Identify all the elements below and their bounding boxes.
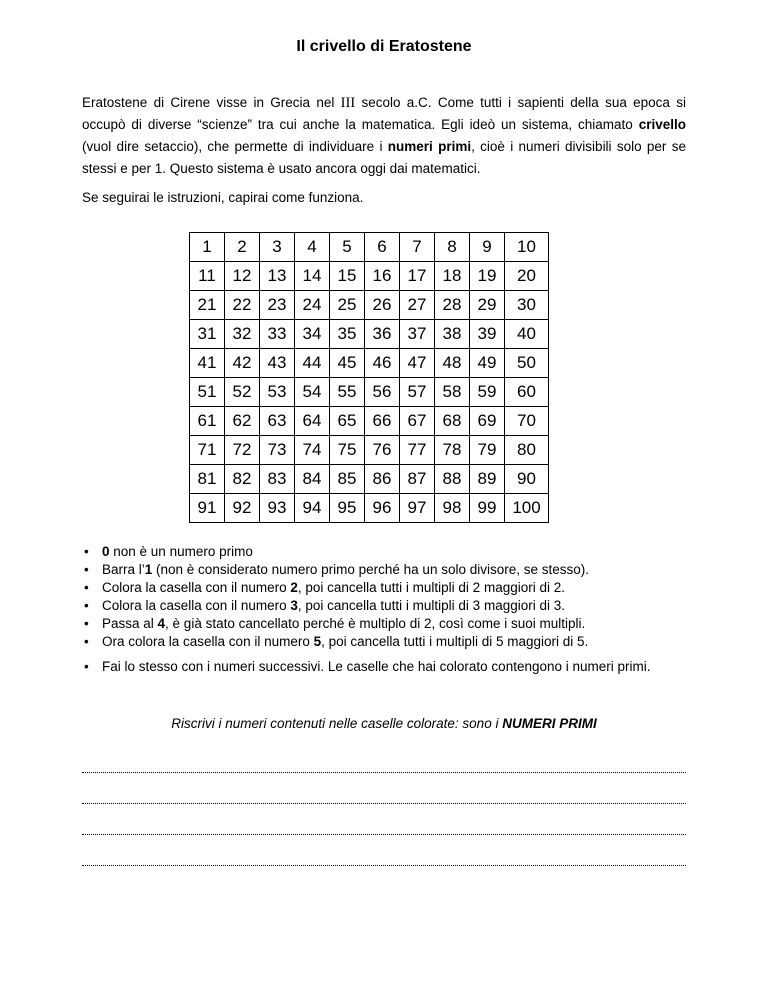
- grid-cell[interactable]: 5: [330, 233, 365, 262]
- rule-text: , poi cancella tutti i multipli di 3 maggiori di 3.: [297, 598, 565, 613]
- rule-text: (non è considerato numero primo perché ha un solo divisore, se stesso).: [152, 562, 590, 577]
- grid-cell[interactable]: 4: [295, 233, 330, 262]
- rule-text: Passa al: [102, 616, 158, 631]
- grid-cell[interactable]: 41: [190, 349, 225, 378]
- grid-cell[interactable]: 40: [505, 320, 549, 349]
- grid-cell[interactable]: 34: [295, 320, 330, 349]
- bullet-icon: •: [84, 562, 89, 577]
- rule-item: [82, 579, 722, 597]
- grid-cell[interactable]: 57: [400, 378, 435, 407]
- rule-number: 1: [144, 562, 153, 577]
- grid-cell[interactable]: 22: [225, 291, 260, 320]
- grid-cell[interactable]: 21: [190, 291, 225, 320]
- grid-cell[interactable]: 1: [190, 233, 225, 262]
- intro-text-4: , cioè i numeri divisibili solo per se stessi e per 1. Questo sistema è usato ancora oggi dai matematici.: [82, 139, 686, 176]
- rule-number: 2: [290, 580, 298, 595]
- grid-cell[interactable]: 94: [295, 494, 330, 523]
- grid-cell[interactable]: 29: [470, 291, 505, 320]
- grid-cell[interactable]: 100: [505, 494, 549, 523]
- grid-cell[interactable]: 10: [505, 233, 549, 262]
- grid-cell[interactable]: 62: [225, 407, 260, 436]
- grid-cell[interactable]: 43: [260, 349, 295, 378]
- grid-cell[interactable]: 87: [400, 465, 435, 494]
- grid-cell[interactable]: 73: [260, 436, 295, 465]
- rule-text: Ora colora la casella con il numero: [102, 634, 314, 649]
- grid-cell[interactable]: 24: [295, 291, 330, 320]
- answer-line-2[interactable]: [82, 803, 686, 804]
- bullet-icon: •: [84, 634, 89, 649]
- grid-cell[interactable]: 2: [225, 233, 260, 262]
- grid-cell[interactable]: 67: [400, 407, 435, 436]
- instruction-line: Se seguirai le istruzioni, capirai come funziona.: [82, 190, 364, 205]
- answer-line-4[interactable]: [82, 865, 686, 866]
- intro-paragraph: [82, 92, 686, 180]
- grid-cell[interactable]: 85: [330, 465, 365, 494]
- grid-cell[interactable]: 76: [365, 436, 400, 465]
- grid-cell[interactable]: 75: [330, 436, 365, 465]
- grid-cell[interactable]: 48: [435, 349, 470, 378]
- grid-cell[interactable]: 50: [505, 349, 549, 378]
- grid-cell[interactable]: 96: [365, 494, 400, 523]
- grid-row: [190, 436, 549, 465]
- rule-number: 4: [157, 616, 166, 631]
- rule-item: [82, 615, 722, 633]
- grid-cell[interactable]: 23: [260, 291, 295, 320]
- grid-cell[interactable]: 83: [260, 465, 295, 494]
- grid-cell[interactable]: 63: [260, 407, 295, 436]
- grid-cell[interactable]: 8: [435, 233, 470, 262]
- grid-cell[interactable]: 18: [435, 262, 470, 291]
- grid-cell[interactable]: 14: [295, 262, 330, 291]
- bullet-icon: •: [84, 544, 89, 559]
- rule-text: Fai lo stesso con i numeri successivi. Le caselle che hai colorato contengono i numeri primi.: [102, 659, 651, 674]
- rule-text: , poi cancella tutti i multipli di 2 maggiori di 2.: [297, 580, 565, 595]
- grid-cell[interactable]: 58: [435, 378, 470, 407]
- grid-cell[interactable]: 89: [470, 465, 505, 494]
- grid-cell[interactable]: 79: [470, 436, 505, 465]
- grid-row: [190, 378, 549, 407]
- rule-number: 5: [313, 634, 322, 649]
- grid-cell[interactable]: 6: [365, 233, 400, 262]
- bullet-icon: •: [84, 616, 89, 631]
- grid-cell[interactable]: 9: [470, 233, 505, 262]
- intro-bold-numeri-primi: numeri primi: [387, 139, 472, 154]
- grid-cell[interactable]: 98: [435, 494, 470, 523]
- grid-cell[interactable]: 3: [260, 233, 295, 262]
- grid-cell[interactable]: 16: [365, 262, 400, 291]
- rule-text: , poi cancella tutti i multipli di 5 maggiori di 5.: [321, 634, 589, 649]
- grid-cell[interactable]: 70: [505, 407, 549, 436]
- intro-text-1: Eratostene di Cirene visse in Grecia nel: [82, 95, 341, 110]
- grid-row: [190, 349, 549, 378]
- grid-cell[interactable]: 78: [435, 436, 470, 465]
- rule-item: [82, 658, 722, 676]
- grid-cell[interactable]: 36: [365, 320, 400, 349]
- grid-cell[interactable]: 93: [260, 494, 295, 523]
- grid-cell[interactable]: 33: [260, 320, 295, 349]
- grid-cell[interactable]: 30: [505, 291, 549, 320]
- grid-cell[interactable]: 54: [295, 378, 330, 407]
- grid-cell[interactable]: 7: [400, 233, 435, 262]
- grid-cell[interactable]: 17: [400, 262, 435, 291]
- grid-row: [190, 262, 549, 291]
- rule-text: Colora la casella con il numero: [102, 580, 291, 595]
- grid-cell[interactable]: 32: [225, 320, 260, 349]
- grid-cell[interactable]: 35: [330, 320, 365, 349]
- rule-item: [82, 597, 722, 615]
- grid-cell[interactable]: 25: [330, 291, 365, 320]
- grid-cell[interactable]: 15: [330, 262, 365, 291]
- grid-cell[interactable]: 49: [470, 349, 505, 378]
- rule-text: Barra l’: [102, 562, 145, 577]
- answer-line-3[interactable]: [82, 834, 686, 835]
- bullet-icon: •: [84, 659, 89, 674]
- rewrite-instruction: [0, 716, 768, 731]
- grid-cell[interactable]: 45: [330, 349, 365, 378]
- grid-cell[interactable]: 55: [330, 378, 365, 407]
- grid-cell[interactable]: 77: [400, 436, 435, 465]
- number-grid: [189, 232, 549, 523]
- grid-cell[interactable]: 72: [225, 436, 260, 465]
- grid-cell[interactable]: 39: [470, 320, 505, 349]
- grid-cell[interactable]: 19: [470, 262, 505, 291]
- grid-cell[interactable]: 12: [225, 262, 260, 291]
- grid-cell[interactable]: 59: [470, 378, 505, 407]
- grid-cell[interactable]: 27: [400, 291, 435, 320]
- intro-bold-crivello: crivello: [638, 117, 686, 132]
- grid-cell[interactable]: 46: [365, 349, 400, 378]
- grid-row: [190, 320, 549, 349]
- bullet-icon: •: [84, 598, 89, 613]
- rule-item: [82, 633, 722, 651]
- grid-cell[interactable]: 20: [505, 262, 549, 291]
- grid-row: [190, 291, 549, 320]
- grid-cell[interactable]: 91: [190, 494, 225, 523]
- grid-cell[interactable]: 52: [225, 378, 260, 407]
- grid-cell[interactable]: 64: [295, 407, 330, 436]
- rule-number: 3: [290, 598, 298, 613]
- grid-cell[interactable]: 84: [295, 465, 330, 494]
- grid-cell[interactable]: 69: [470, 407, 505, 436]
- grid-cell[interactable]: 95: [330, 494, 365, 523]
- grid-cell[interactable]: 86: [365, 465, 400, 494]
- rule-item: [82, 543, 722, 561]
- grid-cell[interactable]: 82: [225, 465, 260, 494]
- grid-cell[interactable]: 80: [505, 436, 549, 465]
- grid-cell[interactable]: 74: [295, 436, 330, 465]
- grid-cell[interactable]: 66: [365, 407, 400, 436]
- intro-century: III: [340, 95, 356, 111]
- grid-cell[interactable]: 60: [505, 378, 549, 407]
- grid-cell[interactable]: 56: [365, 378, 400, 407]
- rule-text: non è un numero primo: [109, 544, 253, 559]
- grid-cell[interactable]: 44: [295, 349, 330, 378]
- grid-cell[interactable]: 92: [225, 494, 260, 523]
- grid-cell[interactable]: 13: [260, 262, 295, 291]
- grid-cell[interactable]: 65: [330, 407, 365, 436]
- page-title: Il crivello di Eratostene: [296, 38, 472, 55]
- answer-line-1[interactable]: [82, 772, 686, 773]
- grid-cell[interactable]: 53: [260, 378, 295, 407]
- rewrite-text: Riscrivi i numeri contenuti nelle caselle colorate: sono i: [171, 716, 503, 731]
- grid-cell[interactable]: 97: [400, 494, 435, 523]
- grid-cell[interactable]: 90: [505, 465, 549, 494]
- grid-cell[interactable]: 81: [190, 465, 225, 494]
- grid-cell[interactable]: 37: [400, 320, 435, 349]
- bullet-icon: •: [84, 580, 89, 595]
- grid-cell[interactable]: 26: [365, 291, 400, 320]
- grid-cell[interactable]: 51: [190, 378, 225, 407]
- rule-number: 0: [102, 544, 110, 559]
- grid-row: [190, 465, 549, 494]
- grid-row: [190, 494, 549, 523]
- grid-cell[interactable]: 68: [435, 407, 470, 436]
- grid-cell[interactable]: 61: [190, 407, 225, 436]
- rule-text: , è già stato cancellato perché è multiplo di 2, così come i suoi multipli.: [165, 616, 586, 631]
- grid-cell[interactable]: 47: [400, 349, 435, 378]
- grid-cell[interactable]: 88: [435, 465, 470, 494]
- grid-cell[interactable]: 99: [470, 494, 505, 523]
- rewrite-bold: NUMERI PRIMI: [502, 716, 597, 731]
- intro-text-2: secolo a.C. Come tutti i sapienti della sua epoca si occupò di diverse “scienze” tra cui anche la matematica. Egli ideò un sistema, chiamato: [82, 95, 686, 132]
- grid-row: [190, 233, 549, 262]
- intro-text-3: (vuol dire setaccio), che permette di individuare i: [82, 139, 388, 154]
- grid-cell[interactable]: 42: [225, 349, 260, 378]
- rule-item: [82, 561, 722, 579]
- grid-cell[interactable]: 71: [190, 436, 225, 465]
- grid-cell[interactable]: 38: [435, 320, 470, 349]
- grid-cell[interactable]: 11: [190, 262, 225, 291]
- rule-text: Colora la casella con il numero: [102, 598, 291, 613]
- grid-cell[interactable]: 31: [190, 320, 225, 349]
- grid-cell[interactable]: 28: [435, 291, 470, 320]
- rules-list: [82, 543, 722, 676]
- grid-row: [190, 407, 549, 436]
